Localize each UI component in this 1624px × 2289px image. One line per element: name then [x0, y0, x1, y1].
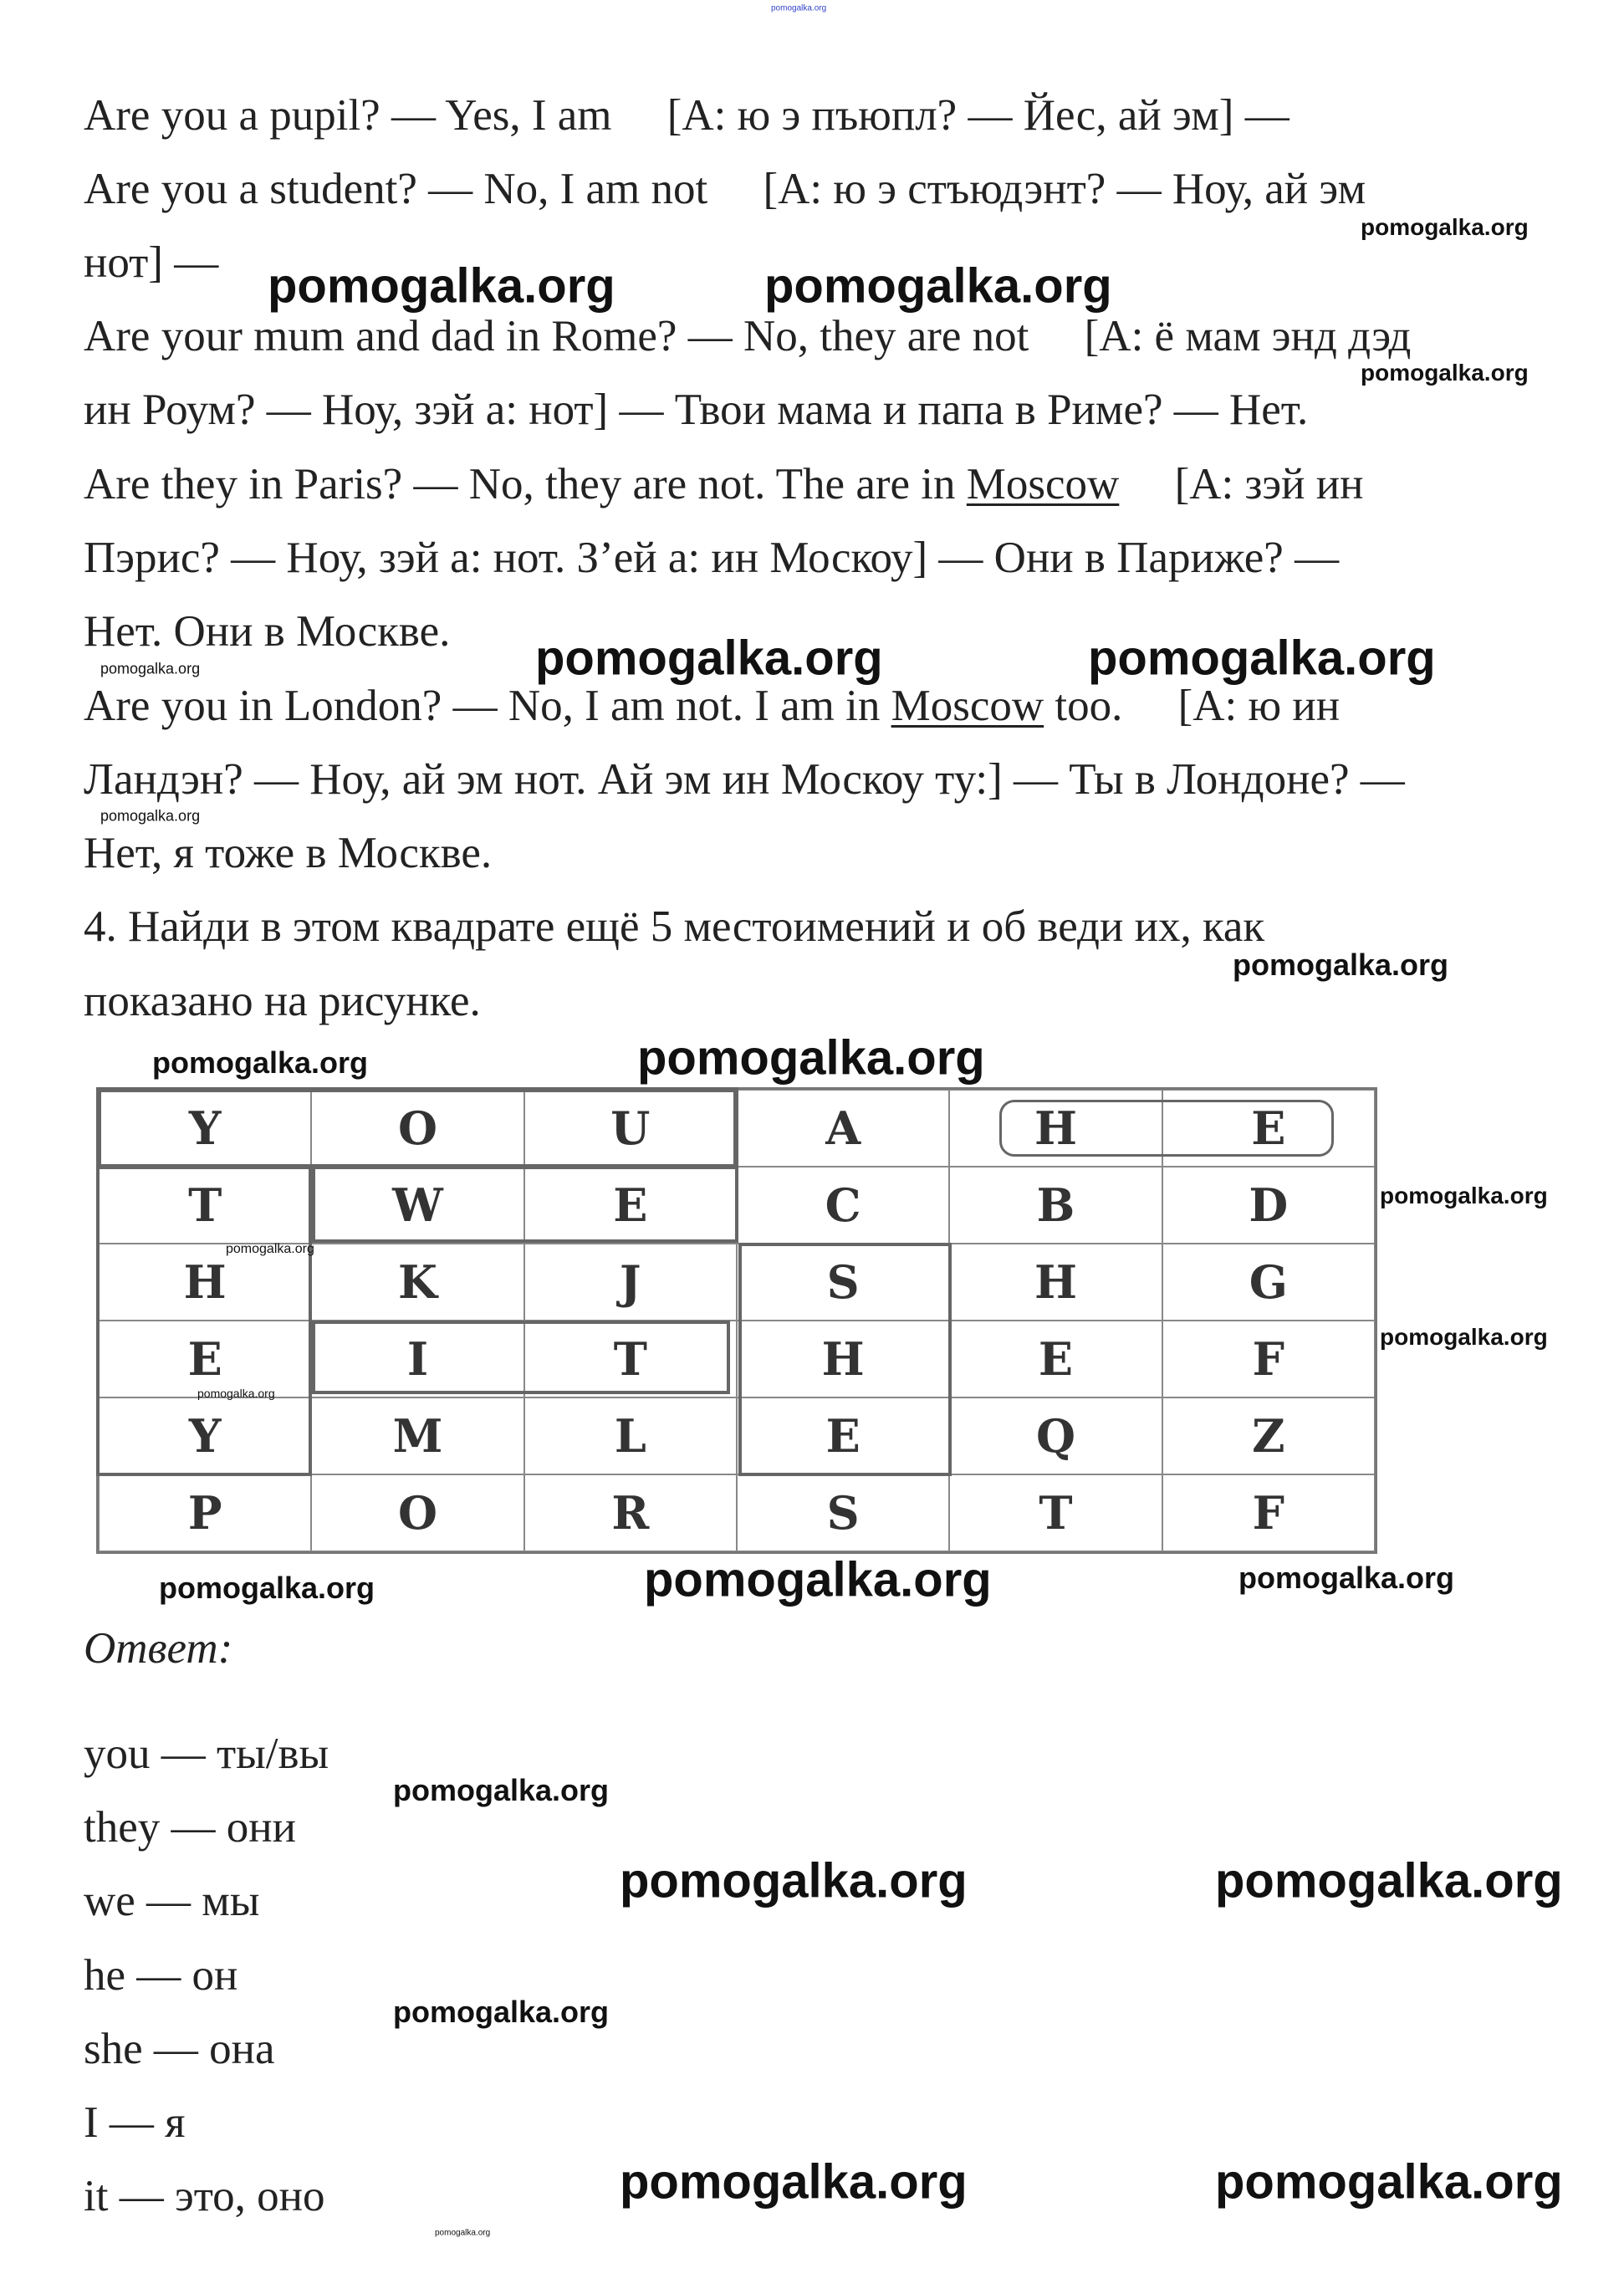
- grid-cell: E: [99, 1321, 311, 1397]
- answer-label: Ответ:: [84, 1624, 233, 1673]
- watermark: pomogalka.org: [535, 631, 883, 686]
- grid-cell: H: [949, 1090, 1162, 1167]
- watermark: pomogalka.org: [620, 1853, 968, 1908]
- text: Ландэн? — Ноу, ай эм нот. Ай эм ин Москоу ту:] — Ты в Лондоне? —: [84, 755, 1405, 804]
- text: ин Роум? — Ноу, зэй а: нот] — Твои мама и папа в Риме? — Нет.: [84, 386, 1309, 434]
- text: Are you a student? — No, I am not [А: ю э стъюдэнт? — Ноу, ай эм: [84, 165, 1366, 213]
- text: [А: зэй ин: [1119, 460, 1364, 508]
- answer-item: you — ты/вы: [84, 1730, 329, 1778]
- watermark: pomogalka.org: [226, 1242, 314, 1256]
- text-line-11: [84, 828, 492, 878]
- watermark: pomogalka.org: [393, 1995, 610, 2029]
- grid-cell: D: [1162, 1167, 1375, 1244]
- watermark: pomogalka.org: [637, 1030, 985, 1086]
- text: Are you a pupil? — Yes, I am [А: ю э пъюпл? — Йес, ай эм] —: [84, 91, 1289, 140]
- watermark: pomogalka.org: [268, 258, 615, 314]
- grid-cell: K: [311, 1244, 523, 1321]
- answer-item: we — мы: [84, 1877, 260, 1925]
- text-line-1: [84, 90, 1289, 141]
- grid-cell: H: [99, 1244, 311, 1321]
- letter-grid: [96, 1087, 1377, 1554]
- underlined-word: Moscow: [891, 682, 1044, 730]
- watermark: pomogalka.org: [159, 1571, 375, 1605]
- grid-cell: H: [949, 1244, 1162, 1321]
- grid-cell: T: [99, 1167, 311, 1244]
- watermark: pomogalka.org: [1215, 1853, 1563, 1908]
- watermark: pomogalka.org: [1215, 2154, 1563, 2210]
- text-line-10: [84, 754, 1405, 805]
- grid-cell: S: [737, 1244, 949, 1321]
- text: нот] —: [84, 238, 219, 287]
- text-line-5: [84, 385, 1308, 435]
- watermark: pomogalka.org: [1361, 214, 1529, 240]
- grid-cell: E: [1162, 1090, 1375, 1167]
- grid-cell: E: [737, 1397, 949, 1474]
- grid-cell: U: [524, 1090, 737, 1167]
- grid-cell: B: [949, 1167, 1162, 1244]
- text-line-6: [84, 459, 1364, 509]
- watermark: pomogalka.org: [644, 1552, 992, 1607]
- answer-item: she — она: [84, 2025, 275, 2073]
- grid-cell: O: [311, 1090, 523, 1167]
- grid-cell: F: [1162, 1474, 1375, 1551]
- grid-cell: A: [737, 1090, 949, 1167]
- text: Are your mum and dad in Rome? — No, they are not [А: ё мам энд дэд: [84, 312, 1412, 360]
- grid-cell: Y: [99, 1397, 311, 1474]
- grid-cell: E: [949, 1321, 1162, 1397]
- text: Are you in London? — No, I am not. I am in: [84, 682, 891, 730]
- grid-cell: L: [524, 1397, 737, 1474]
- watermark: pomogalka.org: [435, 2228, 491, 2238]
- watermark: pomogalka.org: [197, 1387, 275, 1400]
- watermark: pomogalka.org: [100, 807, 201, 825]
- task-4-heading-cont: [84, 976, 481, 1026]
- grid-cell: T: [949, 1474, 1162, 1551]
- grid-cell: F: [1162, 1321, 1375, 1397]
- text: Нет, я тоже в Москве.: [84, 829, 493, 877]
- watermark: pomogalka.org: [620, 2154, 968, 2210]
- grid-cell: W: [311, 1167, 523, 1244]
- watermark: pomogalka.org: [1361, 360, 1529, 386]
- watermark: pomogalka.org: [1380, 1183, 1548, 1208]
- text: 4. Найди в этом квадрате ещё 5 местоимений и об веди их, как: [84, 902, 1265, 951]
- grid-cell: G: [1162, 1244, 1375, 1321]
- grid-cell: C: [737, 1167, 949, 1244]
- underlined-word: Moscow: [966, 460, 1120, 508]
- grid-cell: S: [737, 1474, 949, 1551]
- answer-item: I — я: [84, 2098, 186, 2147]
- watermark: pomogalka.org: [1233, 948, 1449, 982]
- grid-cell: T: [524, 1321, 737, 1397]
- text-line-8: [84, 606, 450, 657]
- watermark: pomogalka.org: [1238, 1561, 1455, 1595]
- text: too. [А: ю ин: [1044, 682, 1341, 730]
- text-line-2: [84, 164, 1366, 214]
- answer-item: they — они: [84, 1803, 296, 1852]
- watermark: pomogalka.org: [1088, 631, 1436, 686]
- grid-cell: O: [311, 1474, 523, 1551]
- text: Пэрис? — Ноу, зэй а: нот. З’ей а: ин Москоу] — Они в Париже? —: [84, 534, 1340, 582]
- text-line-9: [84, 681, 1340, 731]
- watermark: pomogalka.org: [100, 660, 201, 677]
- text-line-7: [84, 533, 1339, 583]
- grid-cell: R: [524, 1474, 737, 1551]
- grid-cell: I: [311, 1321, 523, 1397]
- text: показано на рисунке.: [84, 977, 481, 1025]
- grid-cell: M: [311, 1397, 523, 1474]
- text: Are they in Paris? — No, they are not. The are in: [84, 460, 967, 508]
- grid-cell: E: [524, 1167, 737, 1244]
- text-line-4: [84, 311, 1411, 361]
- grid-cell: Y: [99, 1090, 311, 1167]
- watermark: pomogalka.org: [1380, 1324, 1548, 1350]
- grid-cell: Z: [1162, 1397, 1375, 1474]
- grid-cell: H: [737, 1321, 949, 1397]
- grid-cell: J: [524, 1244, 737, 1321]
- text-line-3: [84, 238, 218, 288]
- watermark: pomogalka.org: [771, 3, 827, 13]
- watermark: pomogalka.org: [152, 1045, 369, 1080]
- answer-item: it — это, оно: [84, 2172, 325, 2220]
- task-4-heading: [84, 902, 1264, 952]
- grid-cell: P: [99, 1474, 311, 1551]
- text: Нет. Они в Москве.: [84, 607, 451, 656]
- watermark: pomogalka.org: [764, 258, 1112, 314]
- watermark: pomogalka.org: [393, 1773, 610, 1807]
- grid-cell: Q: [949, 1397, 1162, 1474]
- answer-item: he — он: [84, 1951, 238, 2000]
